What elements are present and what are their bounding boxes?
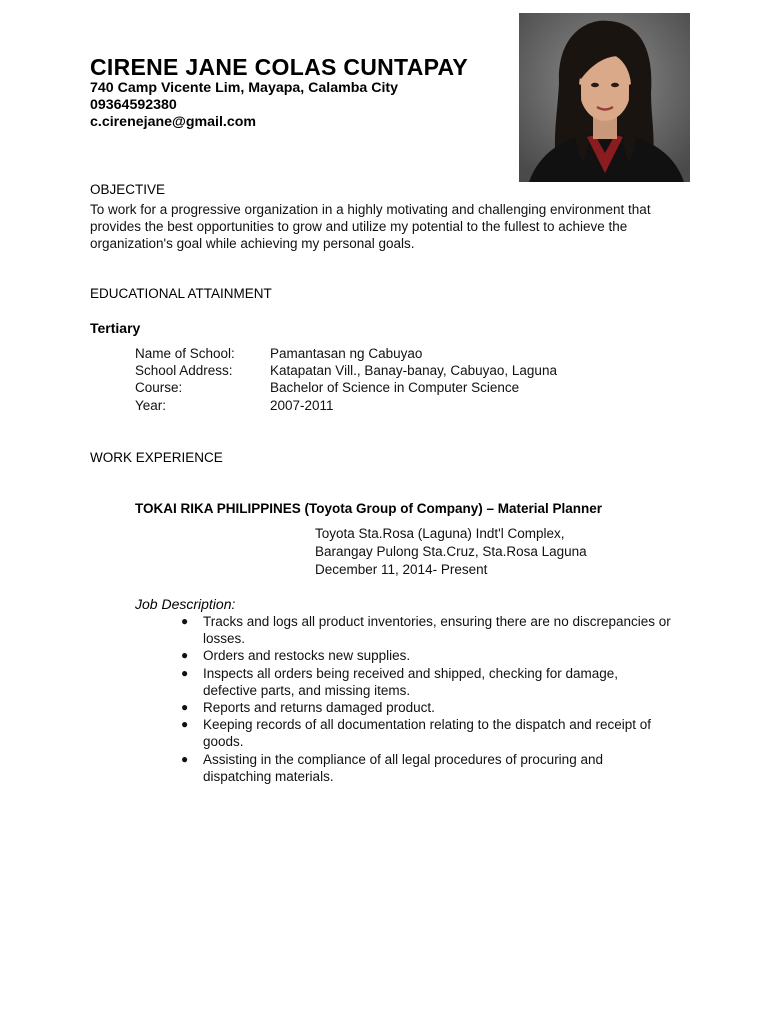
bullet-icon: ● xyxy=(181,700,189,715)
education-label: Name of School: xyxy=(135,346,235,361)
applicant-email: c.cirenejane@gmail.com xyxy=(90,114,257,130)
duty-text: Tracks and logs all product inventories, ensuring there are no discrepancies or losses. xyxy=(203,614,671,647)
job-description-label: Job Description: xyxy=(135,596,236,612)
duty-text: Reports and returns damaged product. xyxy=(203,700,435,716)
education-heading: EDUCATIONAL ATTAINMENT xyxy=(90,286,272,301)
education-value: Katapatan Vill., Banay-banay, Cabuyao, Laguna xyxy=(270,363,557,378)
list-item xyxy=(181,716,675,750)
list-item xyxy=(181,665,675,699)
education-value: Bachelor of Science in Computer Science xyxy=(270,380,520,395)
bullet-icon: ● xyxy=(181,717,189,732)
work-company-title: TOKAI RIKA PHILIPPINES (Toyota Group of Company) – Material Planner xyxy=(135,501,603,516)
duty-text: Orders and restocks new supplies. xyxy=(203,648,411,664)
education-label: Year: xyxy=(135,398,167,413)
bullet-icon: ● xyxy=(181,648,189,663)
bullet-icon: ● xyxy=(181,665,189,680)
duty-text: Assisting in the compliance of all legal procedures of procuring and dispatching materials. xyxy=(203,751,603,784)
applicant-address: 740 Camp Vicente Lim, Mayapa, Calamba City xyxy=(90,80,399,96)
portrait-photo-graphic xyxy=(519,13,690,182)
portrait-photo xyxy=(519,13,690,182)
objective-heading: OBJECTIVE xyxy=(90,182,166,197)
bullet-icon: ● xyxy=(181,614,189,628)
applicant-name: CIRENE JANE COLAS CUNTAPAY xyxy=(90,54,468,80)
education-level: Tertiary xyxy=(90,320,141,336)
list-item xyxy=(181,751,675,785)
list-item xyxy=(181,613,675,647)
objective-text: To work for a progressive organization in a highly motivating and challenging environment that provides the best opportunities to grow and utilize my potential to the fullest to achieve the organization's goal while achieving my personal goals. xyxy=(90,202,651,251)
bullet-icon: ● xyxy=(181,751,189,766)
applicant-phone: 09364592380 xyxy=(90,97,177,113)
list-item xyxy=(181,647,675,664)
work-address-line: Barangay Pulong Sta.Cruz, Sta.Rosa Laguna xyxy=(315,544,587,559)
duty-text: Keeping records of all documentation relating to the dispatch and receipt of goods. xyxy=(203,717,652,750)
list-item xyxy=(181,699,675,716)
job-duties-list xyxy=(135,613,675,785)
education-label: School Address: xyxy=(135,363,233,378)
duty-text: Inspects all orders being received and shipped, checking for damage, defective parts, and missing items. xyxy=(203,665,618,698)
work-heading: WORK EXPERIENCE xyxy=(90,450,223,465)
work-date-range: December 11, 2014- Present xyxy=(315,562,488,577)
work-address-line: Toyota Sta.Rosa (Laguna) Indt'l Complex, xyxy=(315,526,565,541)
education-label: Course: xyxy=(135,380,183,395)
education-value: Pamantasan ng Cabuyao xyxy=(270,346,423,361)
education-value: 2007-2011 xyxy=(270,398,334,413)
